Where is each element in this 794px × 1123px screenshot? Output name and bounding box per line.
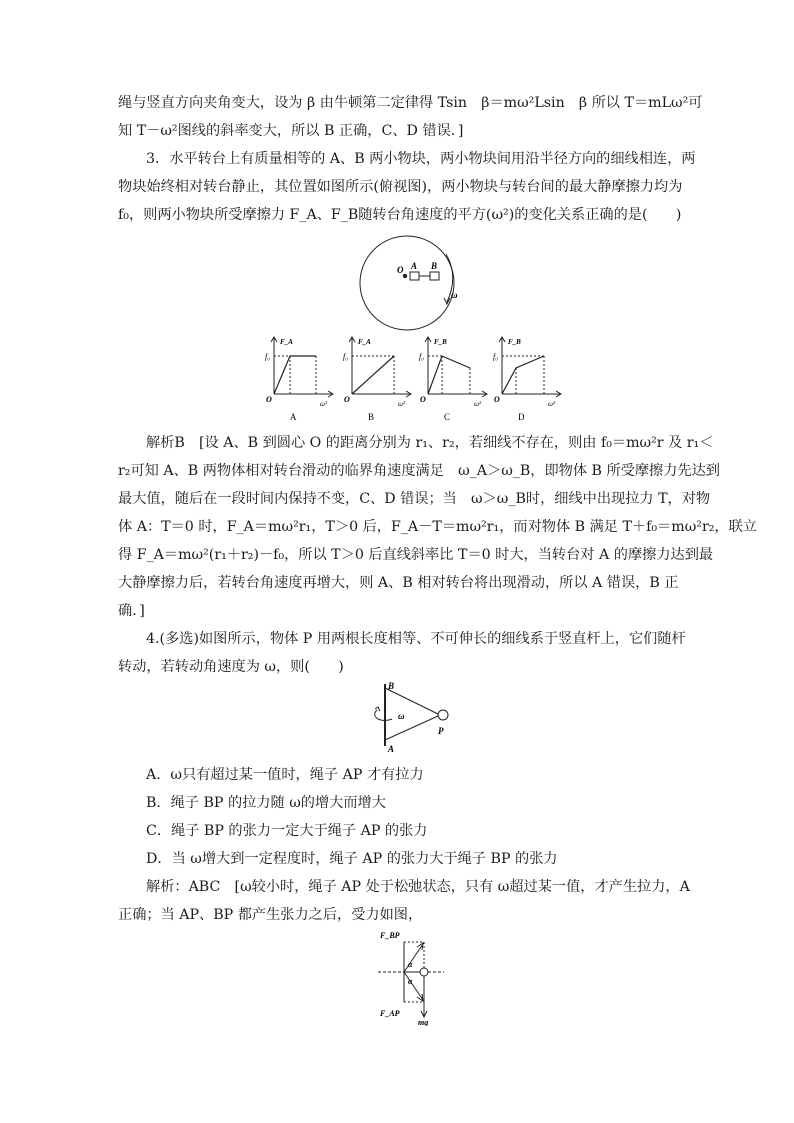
y-axis-label: F_B (508, 338, 521, 346)
x-axis-label: ω² (398, 400, 406, 408)
origin-label: O (494, 395, 500, 404)
option-label: B (368, 412, 375, 422)
label-a: A (388, 744, 395, 754)
text-line: 最大值，随后在一段时间内保持不变，C、D 错误；当 ω＞ω_B时，细线中出现拉力 T，对物 (118, 491, 711, 507)
analysis-3: 解析B [设 A、B 到圆心 O 的距离分别为 r₁、r₂，若细线不存在，则由 f₀＝mω²r 及 r₁＜ (146, 435, 714, 451)
x-axis-label: ω² (548, 400, 556, 408)
label-p: P (438, 726, 444, 736)
option-label: C (444, 412, 451, 422)
question-4-stem: 4.(多选)如图所示，物体 P 用两根长度相等、不可伸长的细线系于竖直杆上，它们随杆 (146, 631, 686, 647)
f0-label: f₀ (419, 352, 425, 361)
text-line: 绳与竖直方向夹角变大，设为 β 由牛顿第二定律得 Tsin β＝mω²Lsin β 所以 T＝mLω²可 (118, 95, 703, 111)
text-line: f₀，则两小物块所受摩擦力 F_A、F_B随转台角速度的平方(ω²)的变化关系正确的是( ) (118, 207, 682, 223)
text-line: 大静摩擦力后，若转台角速度再增大，则 A、B 相对转台将出现滑动，所以 A 错误，B 正 (118, 575, 679, 591)
graph-option-c (416, 334, 492, 422)
f0-label: f₀ (493, 352, 499, 361)
question-3-stem: 3．水平转台上有质量相等的 A、B 两小物块，两小物块间用沿半径方向的细线相连，两 (146, 151, 696, 167)
origin-label: O (266, 395, 272, 404)
text-line: 转动，若转动角速度为 ω，则( ) (118, 659, 344, 675)
text-line: 体 A：T＝0 时，F_A＝mω²r₁，T＞0 后，F_A－T＝mω²r₁，而对物体 B 满足 T＋f₀＝mω²r₂，联立 (118, 519, 757, 535)
origin-label: O (420, 395, 426, 404)
graph-option-b (340, 334, 416, 422)
graph-option-a (262, 334, 338, 422)
label-alpha-top: α (408, 960, 413, 969)
label-a: A (411, 261, 418, 271)
text-line: 确．] (118, 603, 145, 619)
label-fbp: F_BP (380, 931, 400, 940)
origin-label: O (344, 395, 350, 404)
f0-label: f₀ (265, 352, 271, 361)
y-axis-label: F_B (434, 338, 447, 346)
x-axis-label: ω² (474, 400, 482, 408)
option-a: A．ω只有超过某一值时，绳子 AP 才有拉力 (146, 767, 424, 783)
x-axis-label: ω² (320, 400, 328, 408)
label-mg: mg (418, 1018, 429, 1026)
label-o: O (397, 265, 404, 275)
option-c: C．绳子 BP 的张力一定大于绳子 AP 的张力 (146, 823, 428, 839)
option-label: A (290, 412, 297, 422)
text-line: 物块始终相对转台静止，其位置如图所示(俯视图)，两小物块与转台间的最大静摩擦力均为 (118, 179, 683, 195)
turntable-figure (355, 232, 475, 336)
text-line: 知 T－ω²图线的斜率变大，所以 B 正确，C、D 错误．] (118, 123, 464, 139)
label-omega: ω (398, 711, 405, 721)
label-omega: ω (451, 290, 458, 300)
f0-label: f₀ (343, 352, 349, 361)
option-d: D．当 ω增大到一定程度时，绳子 AP 的张力大于绳子 BP 的张力 (146, 851, 558, 867)
label-alpha-bottom: α (408, 977, 413, 986)
rod-strings-figure (368, 676, 458, 756)
text-line: 正确；当 AP、BP 都产生张力之后，受力如图， (118, 907, 423, 923)
y-axis-label: F_A (358, 338, 371, 346)
graph-option-d (490, 334, 566, 422)
y-axis-label: F_A (280, 338, 293, 346)
analysis-4: 解析：ABC [ω较小时，绳子 AP 处于松弛状态，只有 ω超过某一值，才产生拉力，A (146, 879, 690, 895)
label-b: B (388, 681, 395, 691)
text-line: 得 F_A＝mω²(r₁＋r₂)－f₀，所以 T＞0 后直线斜率比 T＝0 时大，当转台对 A 的摩擦力达到最 (118, 547, 714, 563)
option-b: B．绳子 BP 的拉力随 ω的增大而增大 (146, 795, 386, 811)
text-line: r₂可知 A、B 两物体相对转台滑动的临界角速度满足 ω_A＞ω_B，即物体 B 所受摩擦力先达到 (118, 463, 720, 479)
option-label: D (518, 412, 525, 422)
label-fap: F_AP (380, 1009, 400, 1018)
label-b: B (431, 261, 438, 271)
force-diagram (372, 926, 450, 1026)
